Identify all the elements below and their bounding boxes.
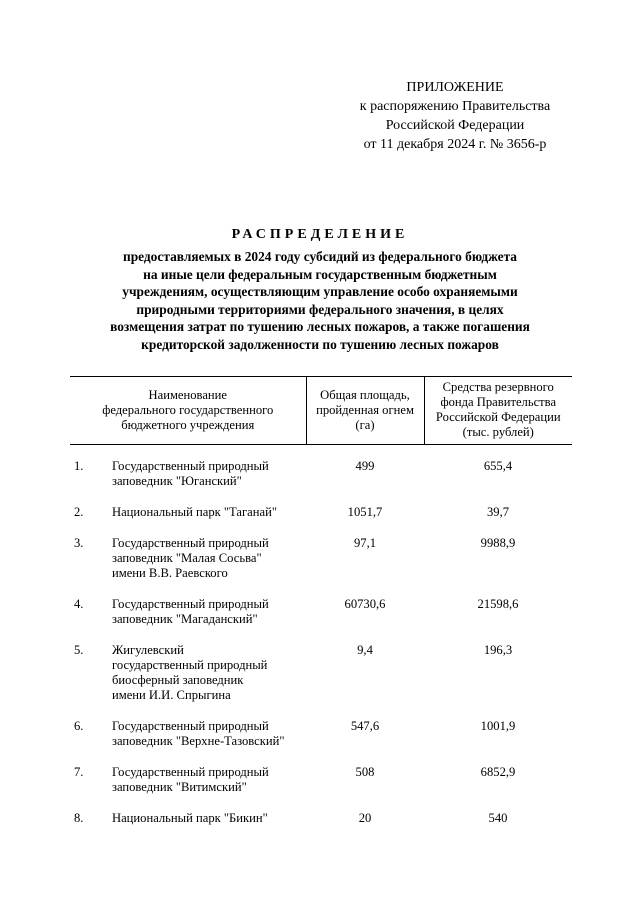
- row-fund: 655,4: [483, 459, 513, 473]
- table-row: [70, 459, 572, 489]
- row-institution: Жигулевский государственный природный биосферный заповедник имени И.И. Спрыгина: [112, 643, 268, 702]
- row-fund: 196,3: [483, 643, 513, 657]
- subtitle-line: кредиторской задолженности по тушению лесных пожаров: [141, 336, 499, 352]
- row-area: 60730,6: [344, 597, 386, 611]
- appendix-line: Российской Федерации: [385, 118, 525, 133]
- row-number: 4.: [74, 597, 84, 611]
- subtitle-line: предоставляемых в 2024 году субсидий из федерального бюджета: [122, 249, 518, 264]
- row-area: 20: [358, 811, 372, 825]
- subtitle-line: на иные цели федеральным государственным бюджетным: [143, 266, 497, 282]
- header-fund: Средства резервного фонда Правительства Российской Федерации (тыс. рублей): [424, 377, 572, 445]
- row-institution: Государственный природный заповедник "Малая Сосьва" имени В.В. Раевского: [112, 536, 269, 580]
- table-header: [70, 377, 572, 445]
- row-fund: 540: [488, 811, 508, 825]
- header-row: [70, 377, 572, 445]
- row-area: 9,4: [357, 643, 373, 657]
- subtitle-line: природными территориями федерального значения, в целях: [136, 301, 504, 317]
- appendix-block: [330, 78, 580, 154]
- appendix-line: от 11 декабря 2024 г. № 3656-р: [363, 137, 547, 152]
- row-number: 5.: [74, 643, 84, 657]
- row-institution: Национальный парк "Таганай": [112, 505, 277, 519]
- row-fund: 21598,6: [477, 597, 519, 611]
- row-institution: Государственный природный заповедник "Магаданский": [112, 597, 269, 626]
- row-number: 8.: [74, 811, 84, 825]
- row-area: 499: [355, 459, 375, 473]
- row-number: 3.: [74, 536, 84, 550]
- table-row: [70, 597, 572, 627]
- row-fund: 9988,9: [480, 536, 516, 550]
- row-institution: Государственный природный заповедник "Юганский": [112, 459, 269, 488]
- document-subtitle: [60, 248, 580, 353]
- table-row: [70, 811, 572, 826]
- row-institution: Национальный парк "Бикин": [112, 811, 268, 825]
- table-row: [70, 536, 572, 581]
- table-body: [70, 445, 572, 827]
- row-fund: 1001,9: [480, 719, 516, 733]
- header-area: Общая площадь, пройденная огнем (га): [306, 377, 424, 445]
- row-area: 547,6: [350, 719, 380, 733]
- row-area: 508: [355, 765, 375, 779]
- table-row: [70, 505, 572, 520]
- row-institution: Государственный природный заповедник "Витимский": [112, 765, 269, 794]
- distribution-table: [70, 376, 572, 826]
- row-fund: 39,7: [486, 505, 510, 519]
- row-number: 7.: [74, 765, 84, 779]
- appendix-line: ПРИЛОЖЕНИЕ: [406, 80, 504, 95]
- row-area: 97,1: [353, 536, 377, 550]
- table-row: [70, 643, 572, 703]
- row-number: 2.: [74, 505, 84, 519]
- table-row: [70, 765, 572, 795]
- row-number: 6.: [74, 719, 84, 733]
- appendix-line: к распоряжению Правительства: [359, 99, 551, 114]
- row-fund: 6852,9: [480, 765, 516, 779]
- row-number: 1.: [74, 459, 84, 473]
- subtitle-line: возмещения затрат по тушению лесных пожаров, а также погашения: [110, 319, 530, 334]
- subtitle-line: учреждениям, осуществляющим управление особо охраняемыми: [122, 284, 518, 299]
- row-area: 1051,7: [347, 505, 383, 519]
- table-row: [70, 719, 572, 749]
- row-institution: Государственный природный заповедник "Верхне-Тазовский": [112, 719, 285, 748]
- document-title: РАСПРЕДЕЛЕНИЕ: [231, 227, 409, 242]
- header-institution-name: Наименование федерального государственного бюджетного учреждения: [70, 377, 306, 445]
